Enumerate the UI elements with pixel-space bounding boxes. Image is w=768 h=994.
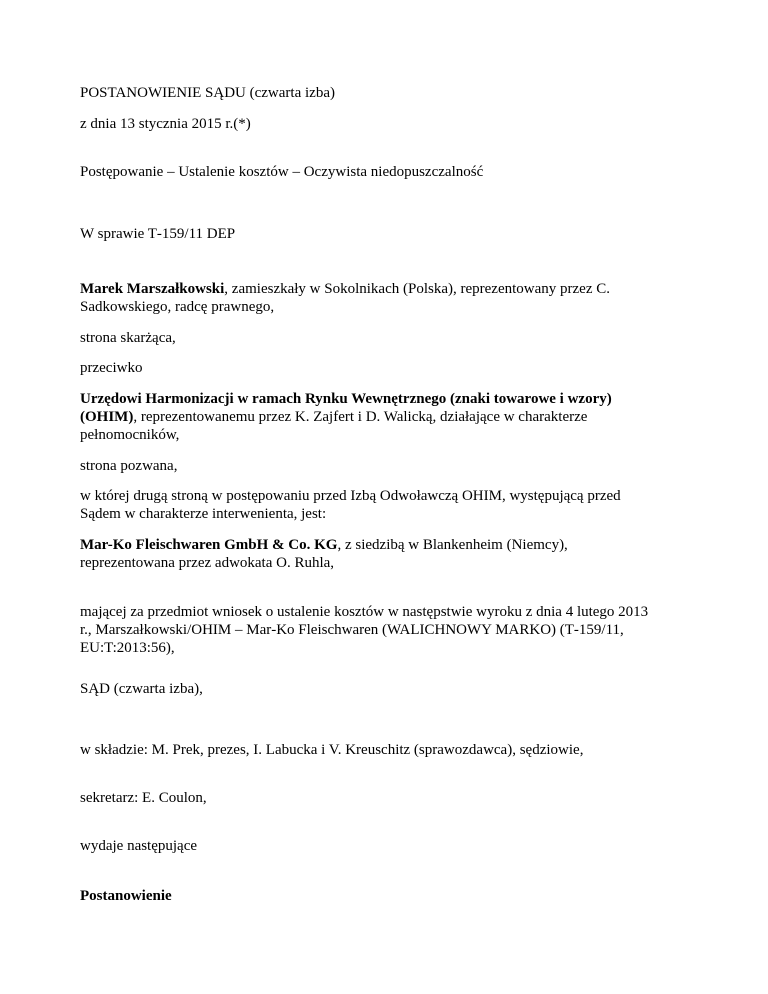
defendant-name: Urzędowi Harmonizacji w ramach Rynku Wewnętrznego (znaki towarowe i wzory) (OHIM) (80, 391, 612, 425)
case-number: W sprawie T‑159/11 DEP (80, 226, 236, 242)
issues-statement: wydaje następujące (80, 838, 198, 854)
intervener-name: Mar-Ko Fleischwaren GmbH & Co. KG (80, 537, 338, 553)
applicant-paragraph (80, 280, 660, 316)
applicant-role: strona skarżąca, (80, 330, 176, 346)
subject-paragraph: mającej za przedmiot wniosek o ustalenie kosztów w następstwie wyroku z dnia 4 lutego 2013 r., Marszałkowski/OHIM – Mar‑Ko Fleischwaren (WALICHNOWY MARKO) (T‑159/11, EU:T:2013:56), (80, 604, 649, 656)
applicant-name: Marek Marszałkowski (80, 281, 225, 297)
document-heading: POSTANOWIENIE SĄDU (czwarta izba) (80, 85, 335, 101)
versus: przeciwko (80, 360, 143, 376)
document-date: z dnia 13 stycznia 2015 r.(*) (80, 116, 251, 132)
defendant-paragraph (80, 390, 660, 444)
intervener-paragraph (80, 536, 660, 572)
applicant-details: , zamieszkały w Sokolnikach (Polska), reprezentowany przez C. Sadkowskiego, radcę prawnego, (80, 281, 610, 315)
court-composition: w składzie: M. Prek, prezes, I. Labucka i V. Kreuschitz (sprawozdawca), sędziowie, (80, 742, 584, 758)
keywords: Postępowanie – Ustalenie kosztów – Oczywista niedopuszczalność (80, 164, 484, 180)
intervener-intro: w której drugą stroną w postępowaniu przed Izbą Odwoławczą OHIM, występującą przed Sądem w charakterze interwenienta, jest: (80, 488, 621, 522)
defendant-details: , reprezentowanemu przez K. Zajfert i D. Walicką, działające w charakterze pełnomocników, (80, 409, 588, 443)
order-title: Postanowienie (80, 888, 172, 904)
defendant-role: strona pozwana, (80, 458, 178, 474)
registrar: sekretarz: E. Coulon, (80, 790, 207, 806)
court-name: SĄD (czwarta izba), (80, 681, 203, 697)
intervener-details: , z siedzibą w Blankenheim (Niemcy), reprezentowana przez adwokata O. Ruhla, (80, 537, 568, 571)
